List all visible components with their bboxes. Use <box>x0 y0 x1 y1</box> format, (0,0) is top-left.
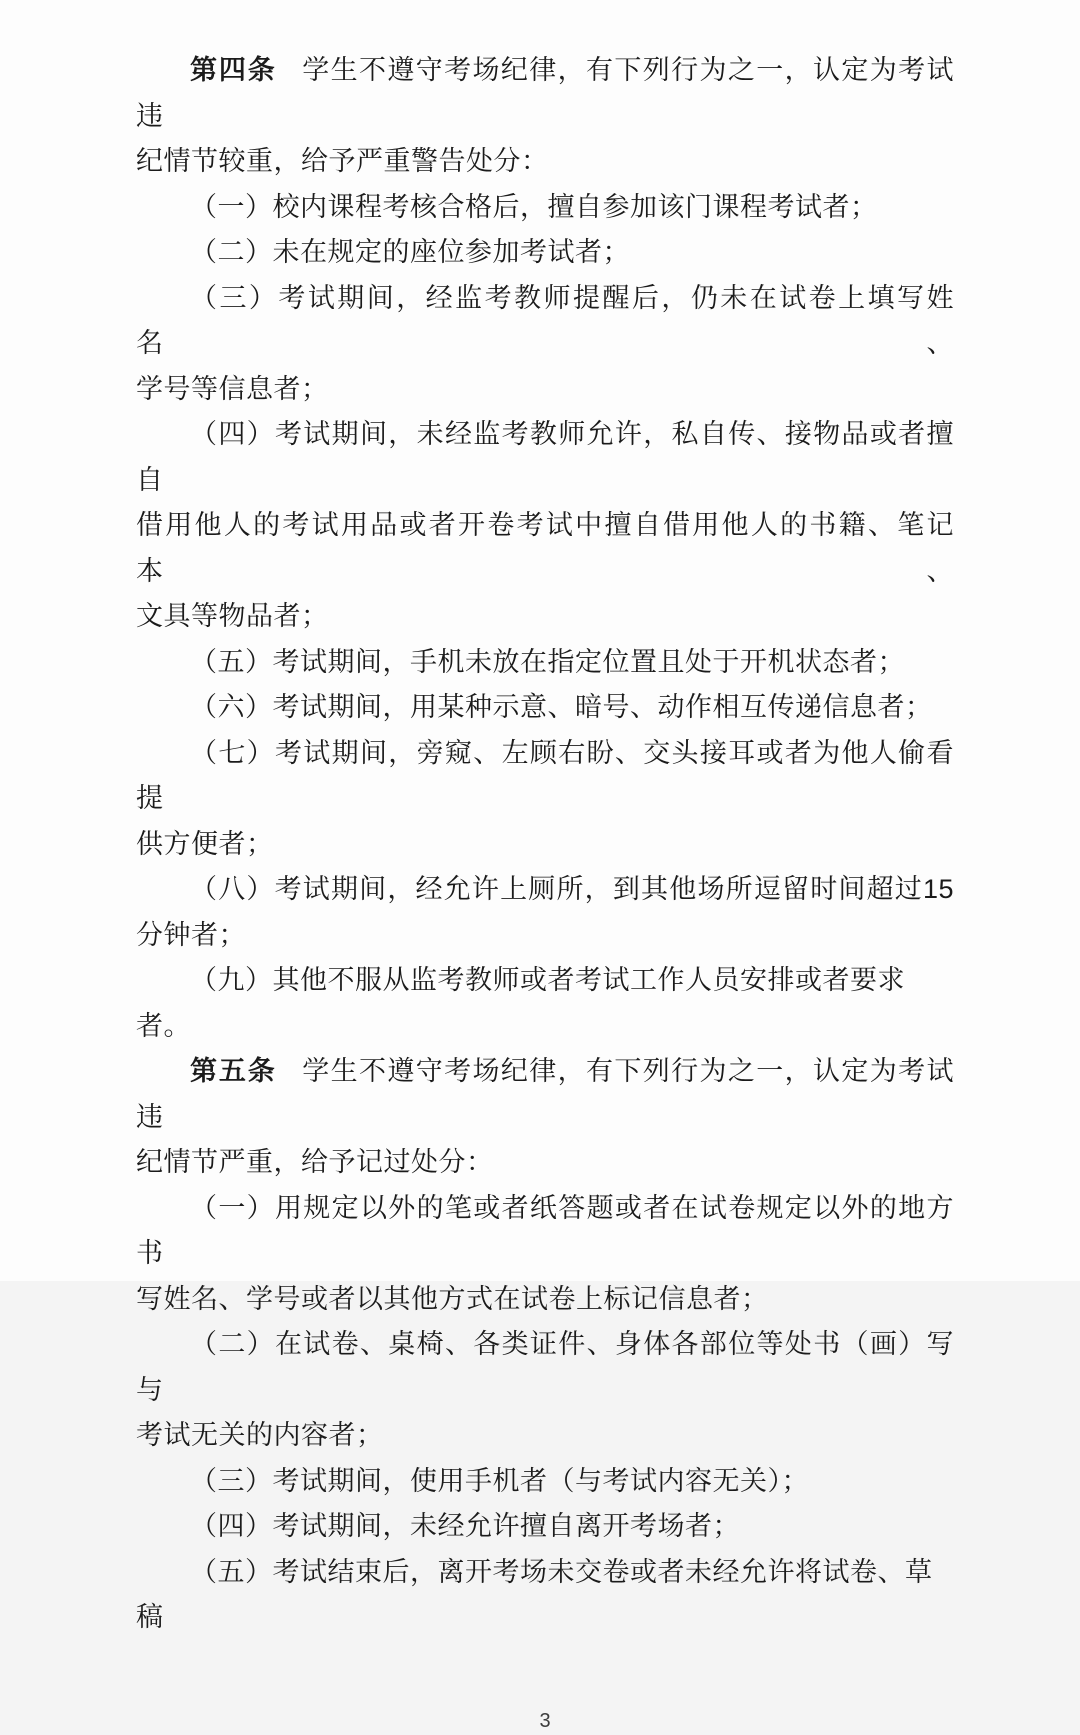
text-line: （一）校内课程考核合格后，擅自参加该门课程考试者； <box>190 191 878 222</box>
list-item-paragraph <box>136 1504 954 1550</box>
list-item-paragraph <box>136 685 954 731</box>
text-line: （四）考试期间，未经允许擅自离开考场者； <box>190 1511 740 1541</box>
list-item-paragraph <box>136 1459 954 1505</box>
document-content <box>136 48 954 1641</box>
text-line: （八）考试期间，经允许上厕所，到其他场所逗留时间超过15 <box>190 874 954 904</box>
text-line: 学号等信息者； <box>136 373 329 404</box>
text-line: 纪情节较重，给予严重警告处分： <box>136 146 549 176</box>
text-line: （二）未在规定的座位参加考试者； <box>190 237 630 267</box>
text-line: 考试无关的内容者； <box>136 1420 384 1450</box>
text-line: 第四条 学生不遵守考场纪律，有下列行为之一，认定为考试违 <box>136 55 955 131</box>
text-line: 写姓名、学号或者以其他方式在试卷上标记信息者； <box>136 1283 769 1314</box>
list-item-paragraph <box>136 867 954 958</box>
text-line: （二）在试卷、桌椅、各类证件、身体各部位等处书（画）写与 <box>136 1329 954 1405</box>
list-item-paragraph <box>136 1550 954 1641</box>
text-line: （九）其他不服从监考教师或者考试工作人员安排或者要求者。 <box>136 965 905 1041</box>
page-number: 3 <box>539 1709 551 1732</box>
text-line: （三）考试期间，经监考教师提醒后，仍未在试卷上填写姓名、 <box>136 282 954 358</box>
list-item-paragraph <box>136 958 954 1049</box>
text-line: 供方便者； <box>136 828 274 859</box>
article-number-label: 第五条 <box>190 1056 277 1086</box>
text-line: 文具等物品者； <box>136 601 329 631</box>
list-item-paragraph <box>136 276 954 413</box>
text-line: 纪情节严重，给予记过处分： <box>136 1147 494 1177</box>
article-number-label: 第四条 <box>190 55 277 85</box>
text-line: （四）考试期间，未经监考教师允许，私自传、接物品或者擅自 <box>136 419 954 495</box>
text-line: 第五条 学生不遵守考场纪律，有下列行为之一，认定为考试违 <box>136 1056 955 1132</box>
list-item-paragraph <box>136 1186 954 1323</box>
text-line: （七）考试期间，旁窥、左顾右盼、交头接耳或者为他人偷看提 <box>136 737 954 813</box>
text-line: （六）考试期间，用某种示意、暗号、动作相互传递信息者； <box>190 692 933 722</box>
list-item-paragraph <box>136 731 954 868</box>
text-line: （三）考试期间，使用手机者（与考试内容无关）； <box>190 1465 809 1496</box>
list-item-paragraph <box>136 1322 954 1459</box>
text-line: 借用他人的考试用品或者开卷考试中擅自借用他人的书籍、笔记本、 <box>136 510 954 586</box>
list-item-paragraph <box>136 412 954 640</box>
list-item-paragraph <box>136 640 954 686</box>
text-line: （一）用规定以外的笔或者纸答题或者在试卷规定以外的地方书 <box>136 1192 954 1268</box>
text-line: （五）考试期间，手机未放在指定位置且处于开机状态者； <box>190 646 905 677</box>
list-item-paragraph <box>136 230 954 276</box>
article-paragraph <box>136 48 954 185</box>
article-paragraph <box>136 1049 954 1186</box>
text-line: （五）考试结束后，离开考场未交卷或者未经允许将试卷、草稿 <box>136 1556 933 1632</box>
text-line: 分钟者； <box>136 919 246 950</box>
list-item-paragraph <box>136 185 954 231</box>
